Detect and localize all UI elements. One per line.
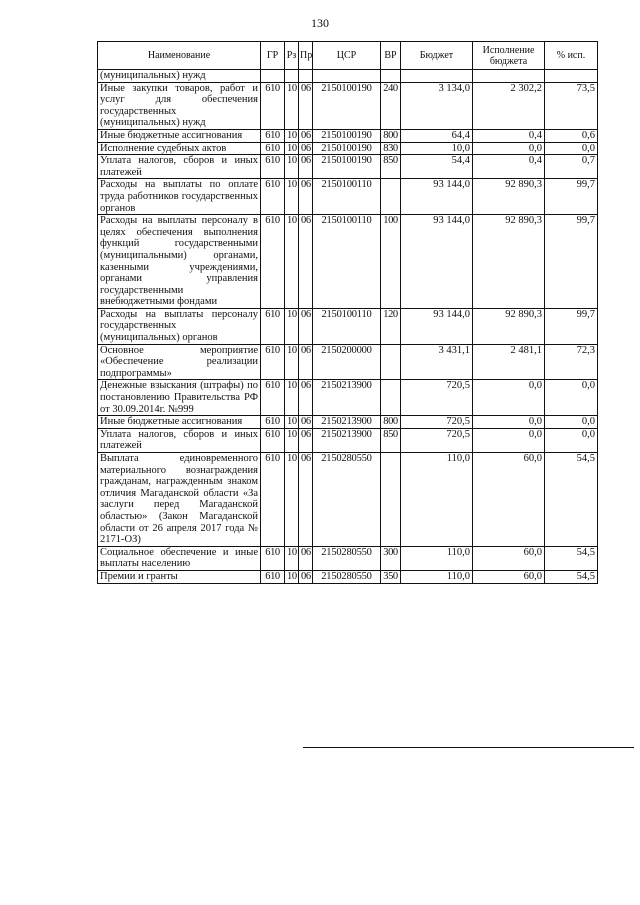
cell-budget <box>401 70 473 83</box>
cell-pct: 54,5 <box>545 570 598 583</box>
cell-csr: 2150100190 <box>313 82 381 129</box>
cell-name: Основное мероприятие «Обеспечение реализации подпрограммы» <box>98 344 261 380</box>
table-row <box>98 308 598 344</box>
cell-budget: 720,5 <box>401 380 473 416</box>
cell-gr: 610 <box>261 129 285 142</box>
column-header-pct: % исп. <box>545 42 598 70</box>
cell-budget: 10,0 <box>401 142 473 155</box>
budget-execution-table <box>97 41 598 584</box>
cell-rz: 10 <box>285 546 299 570</box>
cell-csr: 2150100190 <box>313 155 381 179</box>
table-row <box>98 416 598 429</box>
table-row <box>98 546 598 570</box>
cell-execution: 0,0 <box>473 416 545 429</box>
cell-vr <box>381 70 401 83</box>
cell-vr: 800 <box>381 416 401 429</box>
table-row <box>98 142 598 155</box>
cell-gr: 610 <box>261 428 285 452</box>
table-row <box>98 344 598 380</box>
cell-execution <box>473 70 545 83</box>
cell-pct: 0,0 <box>545 428 598 452</box>
cell-budget: 110,0 <box>401 570 473 583</box>
column-header-budget: Бюджет <box>401 42 473 70</box>
cell-pr: 06 <box>299 344 313 380</box>
cell-execution: 2 302,2 <box>473 82 545 129</box>
cell-vr <box>381 179 401 215</box>
cell-vr: 350 <box>381 570 401 583</box>
footer-divider <box>303 747 634 748</box>
cell-execution: 92 890,3 <box>473 179 545 215</box>
cell-pr: 06 <box>299 546 313 570</box>
cell-name: Иные бюджетные ассигнования <box>98 416 261 429</box>
cell-pr <box>299 70 313 83</box>
cell-budget: 54,4 <box>401 155 473 179</box>
cell-execution: 0,4 <box>473 129 545 142</box>
cell-execution: 60,0 <box>473 546 545 570</box>
cell-pct: 0,0 <box>545 416 598 429</box>
cell-name: Выплата единовременного материального вознаграждения гражданам, награжденным знаком отличия Магаданской области «За заслуги перед Магаданской областью» (Закон Магаданской области от 26 апреля 2017 года № 2171-ОЗ) <box>98 453 261 547</box>
cell-budget: 93 144,0 <box>401 308 473 344</box>
column-header-execution: Исполнение бюджета <box>473 42 545 70</box>
cell-csr: 2150280550 <box>313 570 381 583</box>
cell-budget: 3 431,1 <box>401 344 473 380</box>
cell-pr: 06 <box>299 308 313 344</box>
cell-csr: 2150100110 <box>313 308 381 344</box>
column-header-pr: Пр <box>299 42 313 70</box>
table-row <box>98 453 598 547</box>
cell-pr: 06 <box>299 179 313 215</box>
cell-execution: 0,0 <box>473 380 545 416</box>
cell-pr: 06 <box>299 428 313 452</box>
cell-gr: 610 <box>261 570 285 583</box>
cell-rz: 10 <box>285 453 299 547</box>
cell-csr: 2150100190 <box>313 142 381 155</box>
cell-vr: 120 <box>381 308 401 344</box>
cell-name: (муниципальных) нужд <box>98 70 261 83</box>
cell-rz: 10 <box>285 308 299 344</box>
cell-gr: 610 <box>261 142 285 155</box>
cell-pr: 06 <box>299 142 313 155</box>
cell-pct: 0,7 <box>545 155 598 179</box>
cell-execution: 60,0 <box>473 570 545 583</box>
cell-pr: 06 <box>299 82 313 129</box>
cell-rz: 10 <box>285 344 299 380</box>
cell-name: Иные бюджетные ассигнования <box>98 129 261 142</box>
cell-pct: 0,6 <box>545 129 598 142</box>
cell-execution: 92 890,3 <box>473 308 545 344</box>
cell-vr: 850 <box>381 428 401 452</box>
cell-vr: 100 <box>381 215 401 309</box>
column-header-csr: ЦСР <box>313 42 381 70</box>
cell-pr: 06 <box>299 129 313 142</box>
cell-gr: 610 <box>261 344 285 380</box>
cell-name: Иные закупки товаров, работ и услуг для обеспечения государственных (муниципальных) нужд <box>98 82 261 129</box>
cell-pct: 99,7 <box>545 308 598 344</box>
cell-rz: 10 <box>285 416 299 429</box>
table-row <box>98 179 598 215</box>
column-header-gr: ГР <box>261 42 285 70</box>
cell-name: Социальное обеспечение и иные выплаты населению <box>98 546 261 570</box>
cell-budget: 93 144,0 <box>401 215 473 309</box>
cell-rz: 10 <box>285 142 299 155</box>
cell-gr: 610 <box>261 416 285 429</box>
cell-gr: 610 <box>261 215 285 309</box>
table-row <box>98 155 598 179</box>
cell-gr: 610 <box>261 82 285 129</box>
cell-execution: 2 481,1 <box>473 344 545 380</box>
cell-csr: 2150280550 <box>313 453 381 547</box>
cell-rz: 10 <box>285 129 299 142</box>
cell-execution: 0,0 <box>473 428 545 452</box>
cell-execution: 0,4 <box>473 155 545 179</box>
table-row <box>98 82 598 129</box>
cell-pct: 73,5 <box>545 82 598 129</box>
cell-vr: 800 <box>381 129 401 142</box>
cell-name: Расходы на выплаты персоналу государственных (муниципальных) органов <box>98 308 261 344</box>
cell-rz: 10 <box>285 155 299 179</box>
cell-pct: 99,7 <box>545 215 598 309</box>
column-header-vr: ВР <box>381 42 401 70</box>
table-row <box>98 215 598 309</box>
cell-name: Исполнение судебных актов <box>98 142 261 155</box>
cell-vr <box>381 453 401 547</box>
cell-csr: 2150100110 <box>313 179 381 215</box>
cell-gr: 610 <box>261 308 285 344</box>
cell-rz: 10 <box>285 380 299 416</box>
cell-budget: 64,4 <box>401 129 473 142</box>
cell-vr: 300 <box>381 546 401 570</box>
page-number: 130 <box>311 16 329 30</box>
cell-budget: 110,0 <box>401 546 473 570</box>
cell-budget: 720,5 <box>401 428 473 452</box>
cell-csr: 2150213900 <box>313 380 381 416</box>
cell-csr: 2150100190 <box>313 129 381 142</box>
cell-budget: 110,0 <box>401 453 473 547</box>
cell-csr: 2150200000 <box>313 344 381 380</box>
table-row <box>98 428 598 452</box>
cell-rz <box>285 70 299 83</box>
cell-pct: 0,0 <box>545 380 598 416</box>
table-row <box>98 70 598 83</box>
cell-name: Денежные взыскания (штрафы) по постановлению Правительства РФ от 30.09.2014г. №999 <box>98 380 261 416</box>
cell-gr: 610 <box>261 380 285 416</box>
cell-rz: 10 <box>285 179 299 215</box>
cell-name: Расходы на выплаты по оплате труда работников государственных органов <box>98 179 261 215</box>
cell-csr: 2150100110 <box>313 215 381 309</box>
cell-execution: 0,0 <box>473 142 545 155</box>
cell-vr: 850 <box>381 155 401 179</box>
cell-pct: 0,0 <box>545 142 598 155</box>
cell-pct: 54,5 <box>545 453 598 547</box>
cell-csr <box>313 70 381 83</box>
table-row <box>98 570 598 583</box>
cell-csr: 2150213900 <box>313 416 381 429</box>
cell-vr <box>381 344 401 380</box>
cell-pct: 99,7 <box>545 179 598 215</box>
cell-budget: 720,5 <box>401 416 473 429</box>
column-header-rz: Рз <box>285 42 299 70</box>
cell-rz: 10 <box>285 82 299 129</box>
cell-budget: 93 144,0 <box>401 179 473 215</box>
cell-budget: 3 134,0 <box>401 82 473 129</box>
cell-vr: 830 <box>381 142 401 155</box>
cell-vr <box>381 380 401 416</box>
column-header-name: Наименование <box>98 42 261 70</box>
cell-rz: 10 <box>285 215 299 309</box>
cell-gr: 610 <box>261 453 285 547</box>
table-row <box>98 380 598 416</box>
cell-csr: 2150213900 <box>313 428 381 452</box>
cell-name: Расходы на выплаты персоналу в целях обеспечения выполнения функций государственными (муниципальными) органами, казенными учреждениями, органами управления государственными внебюджетными фондами <box>98 215 261 309</box>
table-row <box>98 129 598 142</box>
cell-gr: 610 <box>261 179 285 215</box>
cell-pr: 06 <box>299 416 313 429</box>
cell-rz: 10 <box>285 428 299 452</box>
cell-gr <box>261 70 285 83</box>
cell-name: Уплата налогов, сборов и иных платежей <box>98 155 261 179</box>
cell-pct <box>545 70 598 83</box>
cell-pct: 54,5 <box>545 546 598 570</box>
table-header-row <box>98 42 598 70</box>
cell-pr: 06 <box>299 570 313 583</box>
cell-pr: 06 <box>299 380 313 416</box>
cell-vr: 240 <box>381 82 401 129</box>
cell-gr: 610 <box>261 546 285 570</box>
cell-pr: 06 <box>299 155 313 179</box>
cell-gr: 610 <box>261 155 285 179</box>
cell-name: Уплата налогов, сборов и иных платежей <box>98 428 261 452</box>
cell-csr: 2150280550 <box>313 546 381 570</box>
cell-rz: 10 <box>285 570 299 583</box>
cell-execution: 60,0 <box>473 453 545 547</box>
cell-pr: 06 <box>299 215 313 309</box>
cell-pr: 06 <box>299 453 313 547</box>
cell-execution: 92 890,3 <box>473 215 545 309</box>
cell-name: Премии и гранты <box>98 570 261 583</box>
cell-pct: 72,3 <box>545 344 598 380</box>
